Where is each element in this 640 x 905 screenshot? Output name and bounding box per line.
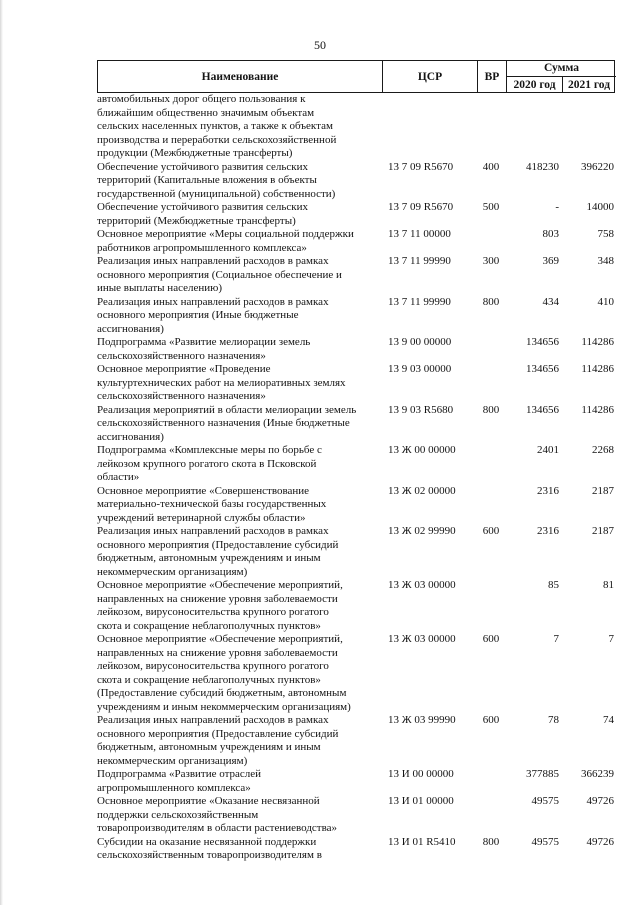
row-name: Основное мероприятие «Проведение культуртехнических работ на мелиоративных землях сельскохозяйственного назначения»	[97, 363, 346, 402]
row-sum-2021: 366239	[581, 768, 614, 780]
row-sum-2021: 410	[597, 295, 614, 308]
row-name: Подпрограмма «Развитие отраслей агропромышленного комплекса»	[97, 768, 262, 794]
header-csr: ЦСР	[383, 61, 478, 92]
table-row	[97, 404, 617, 445]
table-row	[97, 201, 617, 228]
row-sum-2021: 2268	[592, 444, 614, 456]
table-row	[97, 336, 617, 363]
row-sum-2020: 803	[542, 228, 559, 240]
row-csr: 13 Ж 03 00000	[388, 579, 456, 591]
table-header	[97, 60, 615, 93]
row-csr: 13 9 03 R5680	[388, 403, 454, 416]
row-name: Основное мероприятие «Совершенствование материально-технической базы государственных учреждений ветеринарной службы области»	[97, 484, 327, 524]
row-csr: 13 И 01 00000	[388, 795, 454, 807]
table-row	[97, 795, 617, 836]
table-row	[97, 485, 617, 526]
row-sum-2020: -	[555, 201, 559, 213]
table-row	[97, 768, 617, 795]
row-name: Реализация иных направлений расходов в рамках основного мероприятия (Предоставление субсидий бюджетным, автономным учреждениям и иным некоммерческим организациям)	[97, 525, 339, 578]
row-name: Основное мероприятие «Меры социальной поддержки работников агропромышленного комплекса»	[97, 228, 354, 254]
row-name: Основное мероприятие «Обеспечение мероприятий, направленных на снижение уровня заболеваемости лейкозом, вирусоносительства крупного рогатого скота и сокращение неблагополучных пунктов» (Предоставление субсидий бюджетным, автономным учреждениям и иным некоммерческим организациям)	[97, 633, 351, 713]
row-csr: 13 Ж 02 99990	[388, 525, 456, 537]
table-row	[97, 836, 617, 863]
row-csr: 13 7 09 R5670	[388, 160, 454, 173]
row-name: автомобильных дорог общего пользования к ближайшим общественно значимым объектам сельских населенных пунктов, а также к объектам производства и переработки сельскохозяйственной продукции (Межбюджетные трансферты)	[97, 93, 337, 159]
row-sum-2021: 2187	[592, 484, 614, 497]
row-vr: 600	[482, 633, 500, 645]
row-name: Подпрограмма «Комплексные меры по борьбе с лейкозом крупного рогатого скота в Псковской области»	[97, 444, 322, 483]
header-year-2020: 2020 год	[507, 77, 563, 93]
row-csr: 13 7 11 99990	[388, 255, 451, 267]
table-row	[97, 579, 617, 633]
row-sum-2020: 78	[548, 714, 559, 726]
row-sum-2020: 49575	[531, 795, 559, 807]
table-body	[97, 93, 617, 863]
row-vr: 800	[482, 835, 500, 848]
row-sum-2020: 2401	[537, 444, 559, 456]
row-csr: 13 И 00 00000	[388, 768, 454, 780]
header-vr: ВР	[478, 61, 507, 92]
row-sum-2020: 134656	[526, 363, 559, 375]
row-name: Подпрограмма «Развитие мелиорации земель сельскохозяйственного назначения»	[97, 336, 311, 362]
header-year-2021: 2021 год	[567, 79, 611, 91]
table-row	[97, 296, 617, 337]
row-csr: 13 Ж 03 00000	[388, 633, 456, 645]
row-sum-2021: 348	[597, 255, 614, 267]
row-sum-2021: 114286	[581, 336, 614, 348]
row-sum-2020: 7	[553, 633, 559, 645]
table-row	[97, 363, 617, 404]
row-sum-2020: 377885	[526, 768, 559, 780]
row-sum-2021: 2187	[592, 525, 614, 537]
table-row	[97, 255, 617, 296]
row-sum-2021: 758	[597, 228, 614, 240]
row-csr: 13 Ж 03 99990	[388, 714, 456, 726]
row-sum-2021: 74	[603, 714, 614, 726]
row-csr: 13 9 03 00000	[388, 363, 452, 375]
row-vr: 600	[482, 714, 500, 726]
row-name: Реализация иных направлений расходов в рамках основного мероприятия (Иные бюджетные ассигнования)	[97, 295, 329, 335]
row-vr: 500	[482, 201, 500, 213]
row-sum-2020: 134656	[526, 403, 559, 416]
row-name: Реализация иных направлений расходов в рамках основного мероприятия (Социальное обеспечение и иные выплаты населению)	[97, 255, 342, 294]
row-csr: 13 7 11 00000	[388, 228, 451, 240]
row-name: Реализация иных направлений расходов в рамках основного мероприятия (Предоставление субсидий бюджетным, автономным учреждениям и иным некоммерческим организациям)	[97, 714, 339, 767]
table-row	[97, 444, 617, 485]
header-name: Наименование	[98, 61, 383, 92]
row-sum-2021: 49726	[586, 795, 614, 807]
row-sum-2020: 2316	[537, 484, 559, 497]
row-csr: 13 7 09 R5670	[388, 201, 454, 213]
page-number: 50	[314, 38, 326, 52]
table-row	[97, 714, 617, 768]
row-sum-2020: 418230	[526, 160, 559, 173]
row-sum-2021: 7	[608, 633, 614, 645]
row-name: Субсидии на оказание несвязанной поддержки сельскохозяйственным товаропроизводителям в	[97, 835, 322, 861]
scan-edge	[0, 0, 3, 905]
table-row	[97, 525, 617, 579]
table-row	[97, 93, 617, 161]
table-row	[97, 161, 617, 202]
row-sum-2021: 49726	[586, 835, 614, 848]
row-vr: 600	[482, 525, 500, 537]
row-csr: 13 7 11 99990	[388, 295, 451, 308]
header-sum-group	[507, 61, 616, 92]
row-sum-2021: 396220	[581, 160, 614, 173]
row-sum-2020: 85	[548, 579, 559, 591]
row-sum-2020: 134656	[526, 336, 559, 348]
row-vr: 400	[482, 160, 500, 173]
row-sum-2021: 114286	[581, 363, 614, 375]
row-sum-2021: 114286	[581, 403, 614, 416]
row-name: Обеспечение устойчивого развития сельских территорий (Межбюджетные трансферты)	[97, 201, 309, 227]
row-csr: 13 Ж 02 00000	[388, 484, 456, 497]
row-sum-2021: 81	[603, 579, 614, 591]
table-row	[97, 633, 617, 714]
row-vr: 800	[482, 403, 500, 416]
row-name: Основное мероприятие «Обеспечение мероприятий, направленных на снижение уровня заболеваемости лейкозом, вирусоносительства крупного рогатого скота и сокращение неблагополучных пунктов»	[97, 579, 343, 632]
row-vr: 300	[482, 255, 500, 267]
row-name: Обеспечение устойчивого развития сельских территорий (Капитальные вложения в объекты государственной (муниципальной) собственности)	[97, 160, 336, 200]
header-sum: Сумма	[507, 61, 616, 77]
row-name: Реализация мероприятий в области мелиорации земель сельскохозяйственного назначения (Иные бюджетные ассигнования)	[97, 403, 357, 443]
row-csr: 13 9 00 00000	[388, 336, 452, 348]
row-sum-2020: 369	[542, 255, 559, 267]
row-sum-2020: 434	[542, 295, 559, 308]
row-sum-2020: 49575	[531, 835, 559, 848]
table-row	[97, 228, 617, 255]
row-csr: 13 Ж 00 00000	[388, 444, 456, 456]
row-sum-2021: 14000	[586, 201, 614, 213]
row-csr: 13 И 01 R5410	[388, 835, 456, 848]
row-vr: 800	[482, 295, 500, 308]
row-name: Основное мероприятие «Оказание несвязанной поддержки сельскохозяйственным товаропроизводителям в области растениеводства»	[97, 795, 338, 834]
row-sum-2020: 2316	[537, 525, 559, 537]
